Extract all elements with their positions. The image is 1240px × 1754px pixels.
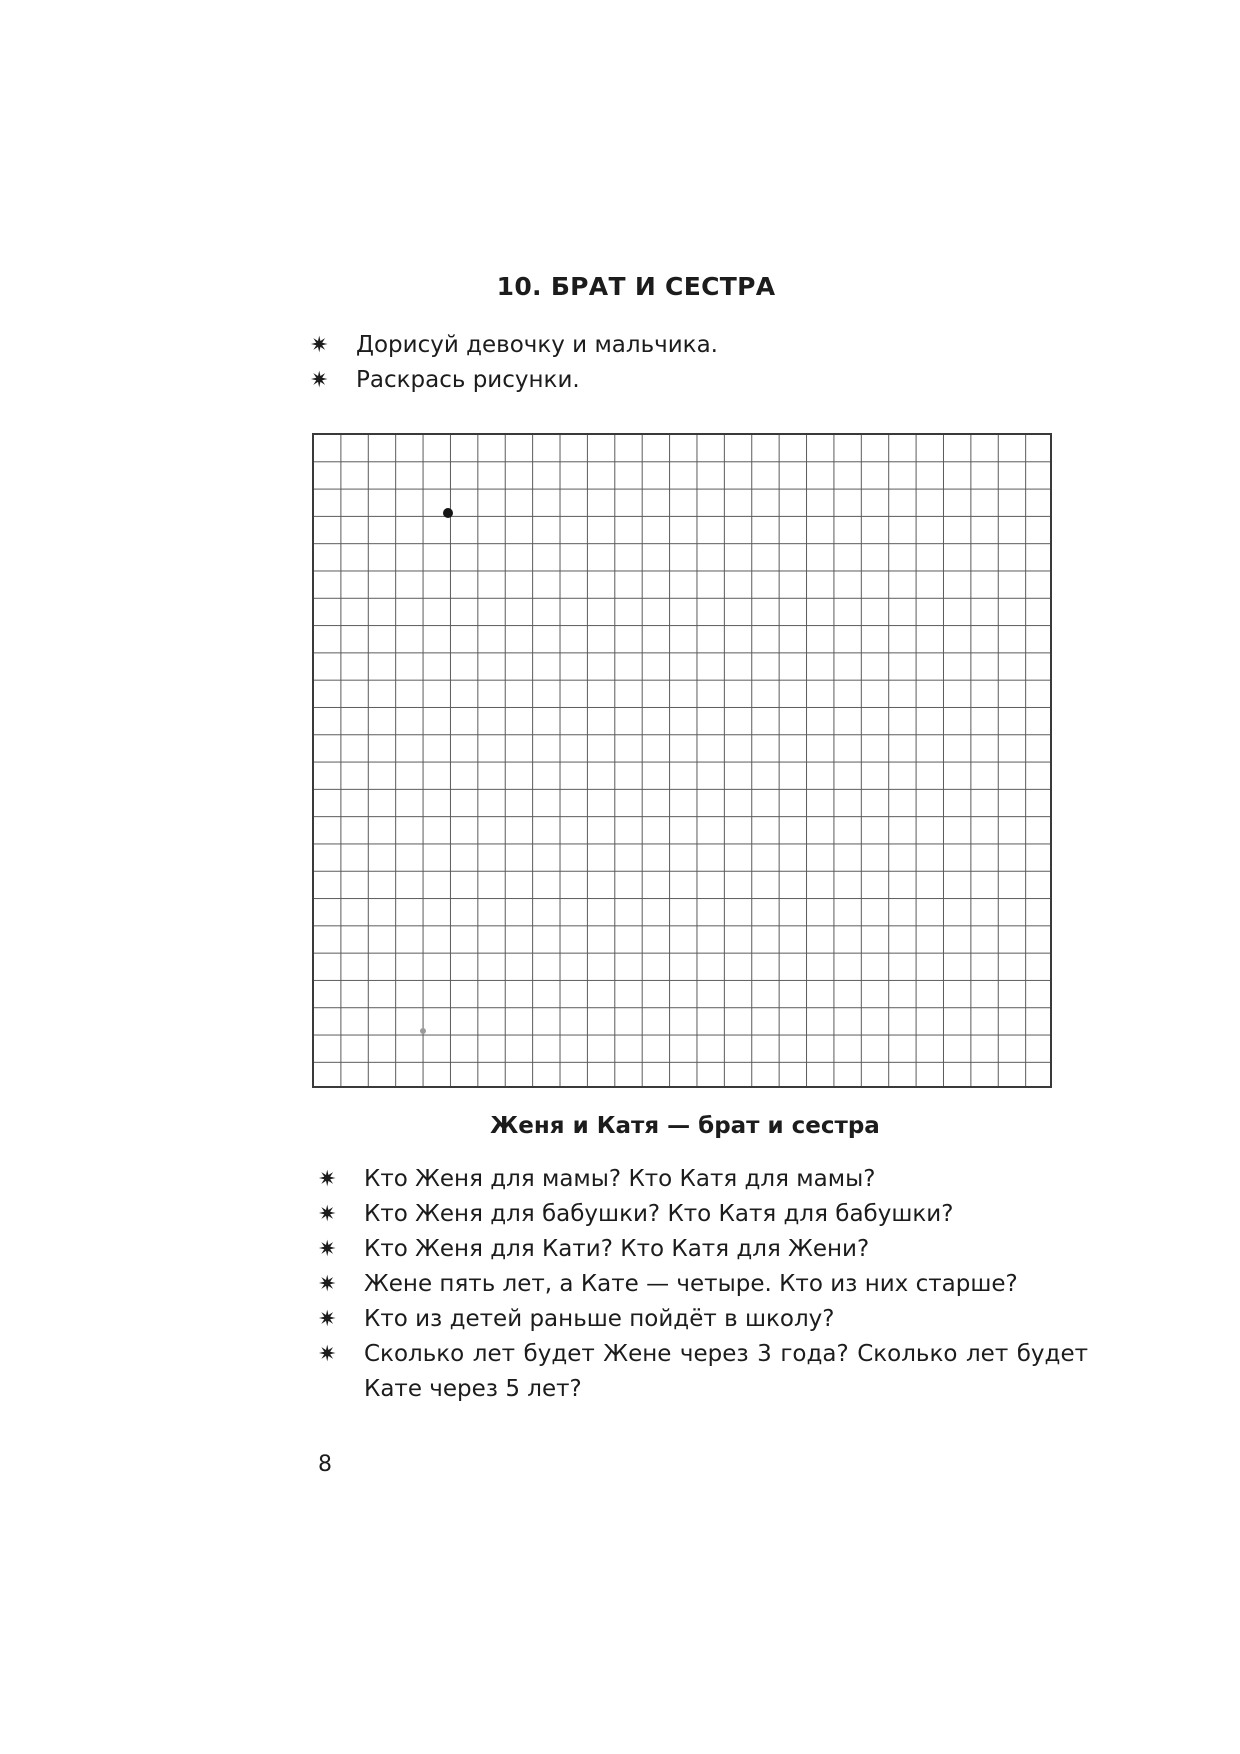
page-title: 10. БРАТ И СЕСТРА <box>496 272 776 301</box>
question-text: Кто из детей раньше пойдёт в школу? <box>364 1306 835 1332</box>
question-item <box>318 1197 1088 1232</box>
faint-dot <box>420 1028 426 1034</box>
question-item <box>318 1162 1088 1197</box>
drawing-grid[interactable] <box>312 433 1052 1088</box>
star-bullet-icon: ✷ <box>318 1202 337 1227</box>
question-text: Жене пять лет, а Кате — четыре. Кто из них старше? <box>364 1271 1018 1297</box>
question-text: Кто Женя для бабушки? Кто Катя для бабушки? <box>364 1201 954 1227</box>
question-text: Сколько лет будет Жене через 3 года? Сколько лет будет Кате через 5 лет? <box>364 1341 1088 1402</box>
star-bullet-icon: ✷ <box>318 1272 337 1297</box>
task-list <box>310 328 1110 398</box>
question-item <box>318 1302 1088 1337</box>
star-bullet-icon: ✷ <box>310 333 329 358</box>
star-bullet-icon: ✷ <box>310 368 329 393</box>
star-bullet-icon: ✷ <box>318 1167 337 1192</box>
section-subtitle: Женя и Катя — брат и сестра <box>490 1113 880 1139</box>
start-dot <box>443 508 453 518</box>
task-item <box>310 363 1110 398</box>
question-item <box>318 1267 1088 1302</box>
star-bullet-icon: ✷ <box>318 1237 337 1262</box>
question-text: Кто Женя для Кати? Кто Катя для Жени? <box>364 1236 870 1262</box>
task-text: Раскрась рисунки. <box>356 367 580 393</box>
task-item <box>310 328 1110 363</box>
question-list <box>318 1162 1088 1407</box>
star-bullet-icon: ✷ <box>318 1342 337 1367</box>
page-number: 8 <box>318 1452 332 1477</box>
star-bullet-icon: ✷ <box>318 1307 337 1332</box>
task-text: Дорисуй девочку и мальчика. <box>356 332 718 358</box>
question-item <box>318 1337 1088 1407</box>
question-text: Кто Женя для мамы? Кто Катя для мамы? <box>364 1166 876 1192</box>
question-item <box>318 1232 1088 1267</box>
